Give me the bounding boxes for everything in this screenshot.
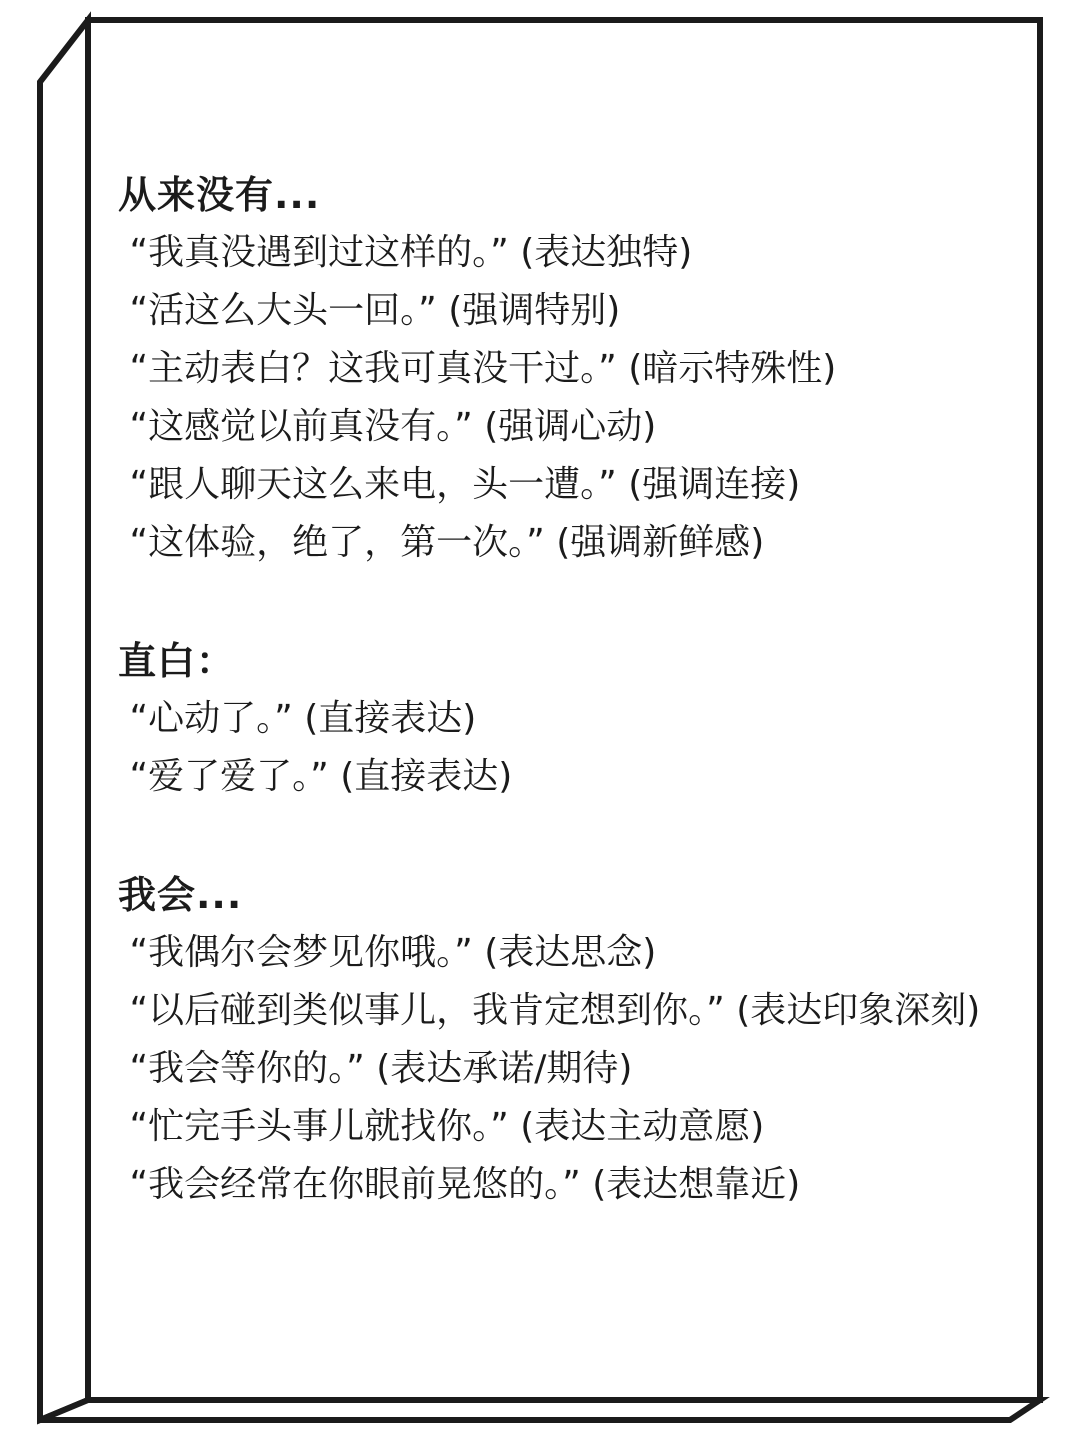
- section-title: 直白：: [118, 639, 236, 683]
- phrase-item: [118, 1156, 1008, 1214]
- phrase-note: (表达主动意愿): [508, 1106, 765, 1147]
- section-title: 从来没有...: [118, 173, 321, 217]
- phrase-item: [118, 982, 1008, 1040]
- phrase-item: [118, 748, 1008, 806]
- section-i-will: [118, 866, 1008, 1214]
- phrase-item: [118, 282, 1008, 340]
- phrase-quote: “我真没遇到过这样的。”: [118, 232, 509, 273]
- phrase-quote: “我偶尔会梦见你哦。”: [118, 932, 473, 973]
- phrase-note: (直接表达): [292, 698, 477, 739]
- phrase-note: (表达独特): [508, 232, 693, 273]
- phrase-item: [118, 340, 1008, 398]
- phrase-quote: “以后碰到类似事儿，我肯定想到你。”: [118, 990, 725, 1031]
- phrase-note: (暗示特殊性): [616, 348, 837, 389]
- phrase-note: (强调连接): [616, 464, 801, 505]
- phrase-list: [118, 166, 1008, 1214]
- book-spine: [40, 20, 88, 1420]
- phrase-quote: “我会等你的。”: [118, 1048, 365, 1089]
- phrase-note: (强调新鲜感): [544, 522, 765, 563]
- phrase-item: [118, 514, 1008, 572]
- phrase-quote: “活这么大头一回。”: [118, 290, 437, 331]
- phrase-item: [118, 924, 1008, 982]
- phrase-quote: “这体验，绝了，第一次。”: [118, 522, 545, 563]
- phrase-item: [118, 398, 1008, 456]
- phrase-item: [118, 1098, 1008, 1156]
- phrase-quote: “心动了。”: [118, 698, 293, 739]
- phrase-note: (强调心动): [472, 406, 657, 447]
- phrase-quote: “这感觉以前真没有。”: [118, 406, 473, 447]
- phrase-item: [118, 690, 1008, 748]
- phrase-note: (表达印象深刻): [724, 990, 981, 1031]
- phrase-note: (直接表达): [328, 756, 513, 797]
- phrase-quote: “主动表白？这我可真没干过。”: [118, 348, 617, 389]
- phrase-note: (强调特别): [436, 290, 621, 331]
- section-direct: [118, 632, 1008, 806]
- section-never-before: [118, 166, 1008, 572]
- phrase-item: [118, 224, 1008, 282]
- phrase-note: (表达想靠近): [580, 1164, 801, 1205]
- phrase-quote: “我会经常在你眼前晃悠的。”: [118, 1164, 581, 1205]
- phrase-item: [118, 1040, 1008, 1098]
- phrase-quote: “忙完手头事儿就找你。”: [118, 1106, 509, 1147]
- section-title: 我会...: [118, 873, 243, 917]
- phrase-quote: “爱了爱了。”: [118, 756, 329, 797]
- phrase-note: (表达思念): [472, 932, 657, 973]
- phrase-note: (表达承诺/期待): [364, 1048, 633, 1089]
- phrase-quote: “跟人聊天这么来电，头一遭。”: [118, 464, 617, 505]
- phrase-item: [118, 456, 1008, 514]
